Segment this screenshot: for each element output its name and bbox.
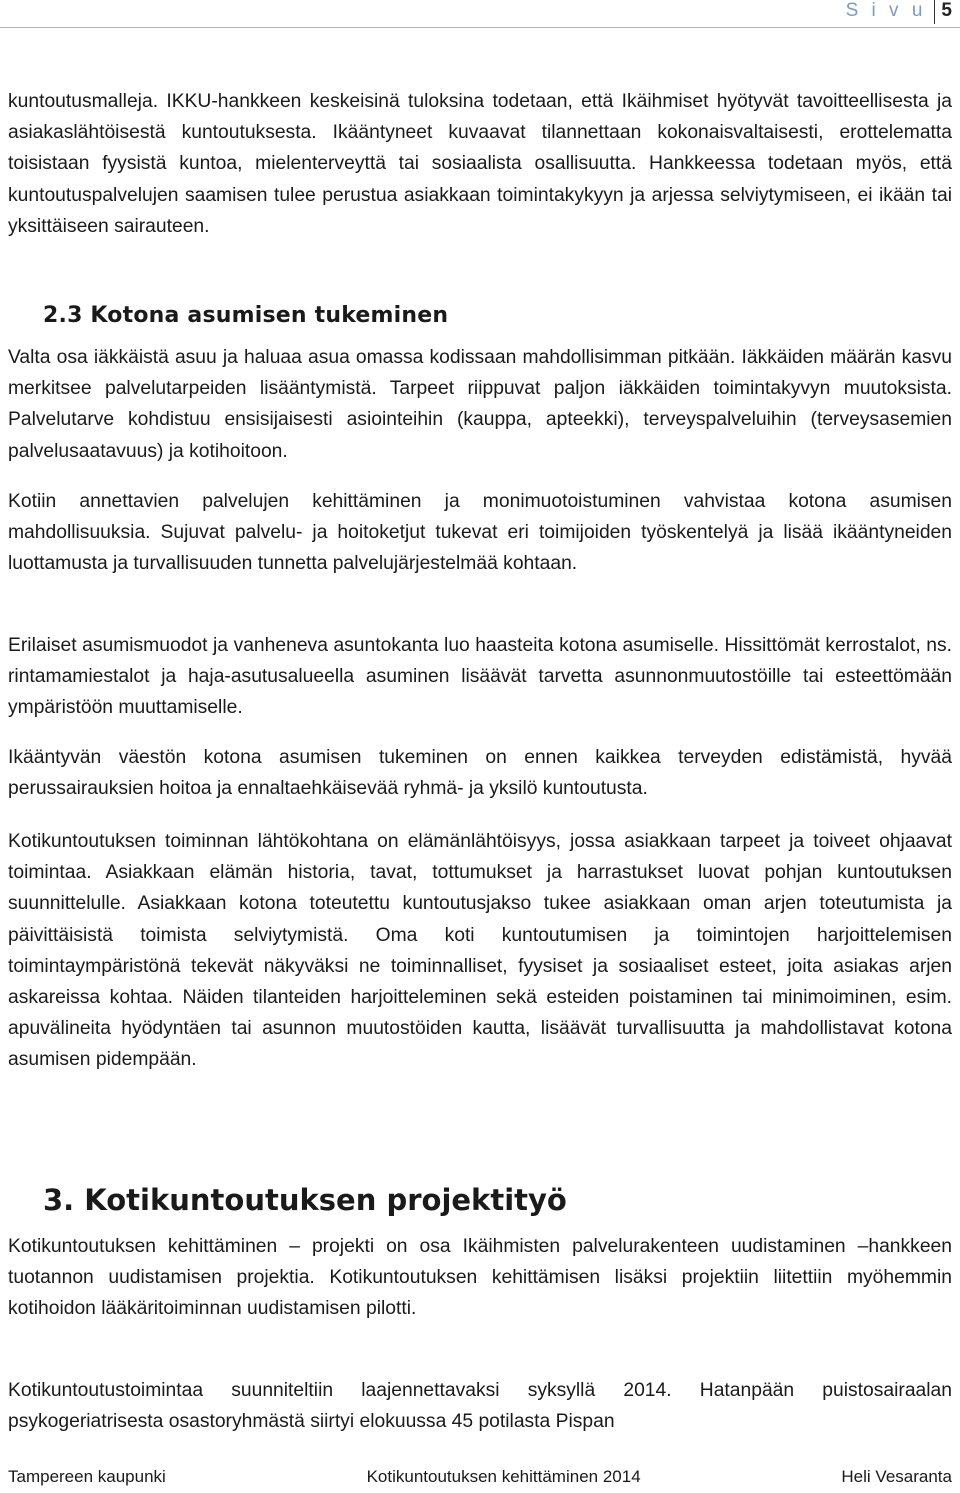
- paragraph-5: Ikääntyvän väestön kotona asumisen tukeminen on ennen kaikkea terveyden edistämistä, hyvää perussairauksien hoitoa ja ennaltaehkäisevää ryhmä- ja yksilö kuntoutusta.: [8, 747, 952, 800]
- section-heading-2-3: 2.3 Kotona asumisen tukeminen: [43, 303, 449, 328]
- footer-document-title: Kotikuntoutuksen kehittäminen 2014: [366, 1467, 641, 1486]
- paragraph-2: Valta osa iäkkäistä asuu ja haluaa asua omassa kodissaan mahdollisimman pitkään. Iäkkäiden määrän kasvu merkitsee palvelutarpeiden lisääntymistä. Tarpeet riippuvat paljon iäkkäiden toimintakyvyn muutoksista. Palvelutarve kohdistuu ensisijaisesti asiointeihin (kauppa, apteekki), terveyspalveluihin (terveysasemien palvelusaatavuus) ja kotihoitoon.: [8, 347, 952, 462]
- paragraph-6: Kotikuntoutuksen toiminnan lähtökohtana on elämänlähtöisyys, jossa asiakkaan tarpeet ja toiveet ohjaavat toimintaa. Asiakkaan elämän historia, tavat, tottumukset ja harrastukset luovat pohjan kuntoutuksen suunnittelulle. Asiakkaan kotona toteutettu kuntoutusjakso tukee asiakkaan oman arjen toteutumista ja päivittäisistä toimista selviytymistä. Oma koti kuntoutumisen ja toimintojen harjoittelemisen toimintaympäristönä tekevät näkyväksi ne toiminnalliset, fyysiset ja sosiaaliset esteet, joita asiakas arjen askareissa kohtaa. Näiden tilanteiden harjoitteleminen sekä esteiden poistaminen tai minimoiminen, esim. apuvälineita hyödyntäen tai asunnon muutostöiden kautta, lisäävät turvallisuutta ja mahdollistavat kotona asumisen pidempään.: [8, 831, 952, 1071]
- paragraph-7: Kotikuntoutuksen kehittäminen – projekti on osa Ikäihmisten palvelurakenteen uudistaminen –hankkeen tuotannon uudistamisen projektia. Kotikuntoutuksen kehittämisen lisäksi projektiin liitettiin myöhemmin kotihoidon lääkäritoiminnan uudistamisen pilotti.: [8, 1236, 952, 1320]
- footer-author: Heli Vesaranta: [841, 1467, 952, 1486]
- paragraph-3: Kotiin annettavien palvelujen kehittäminen ja monimuotoistuminen vahvistaa kotona asumisen mahdollisuuksia. Sujuvat palvelu- ja hoitoketjut tukevat eri toimijoiden työskentelyä ja lisää ikääntyneiden luottamusta ja turvallisuuden tunnetta palvelujärjestelmää kohtaan.: [8, 491, 952, 575]
- page-label: S i v u: [845, 0, 927, 21]
- paragraph-1: kuntoutusmalleja. IKKU-hankkeen keskeisinä tuloksina todetaan, että Ikäihmiset hyötyvät tavoitteellisesta ja asiakaslähtöisestä kuntoutuksesta. Ikääntyneet kuvaavat tilannettaan kokonaisvaltaisesti, erottelematta toisistaan fyysistä kuntoa, mielenterveyttä tai sosiaalista osallisuutta. Hankkeessa todetaan myös, että kuntoutuspalvelujen saamisen tulee perustua asiakkaan toimintakykyyn ja arjessa selviytymiseen, ei ikään tai yksittäiseen sairauteen.: [8, 91, 952, 237]
- footer-organization: Tampereen kaupunki: [8, 1467, 166, 1486]
- paragraph-8: Kotikuntoutustoimintaa suunniteltiin laajennettavaksi syksyllä 2014. Hatanpään puistosairaalan psykogeriatrisesta osastoryhmästä siirtyi elokuussa 45 potilasta Pispan: [8, 1380, 952, 1433]
- paragraph-4: Erilaiset asumismuodot ja vanheneva asuntokanta luo haasteita kotona asumiselle. Hissittömät kerrostalot, ns. rintamamiestalot ja haja-asutusalueella asuminen lisäävät tarvetta asunnonmuutostöille tai esteettömään ympäristöön muuttamiselle.: [8, 635, 952, 719]
- header-rule: [0, 27, 960, 28]
- section-heading-3: 3. Kotikuntoutuksen projektityö: [43, 1183, 567, 1217]
- header-divider: [934, 0, 935, 24]
- page-number: 5: [941, 0, 952, 21]
- page-header: [846, 0, 952, 26]
- page-footer: [8, 1467, 952, 1487]
